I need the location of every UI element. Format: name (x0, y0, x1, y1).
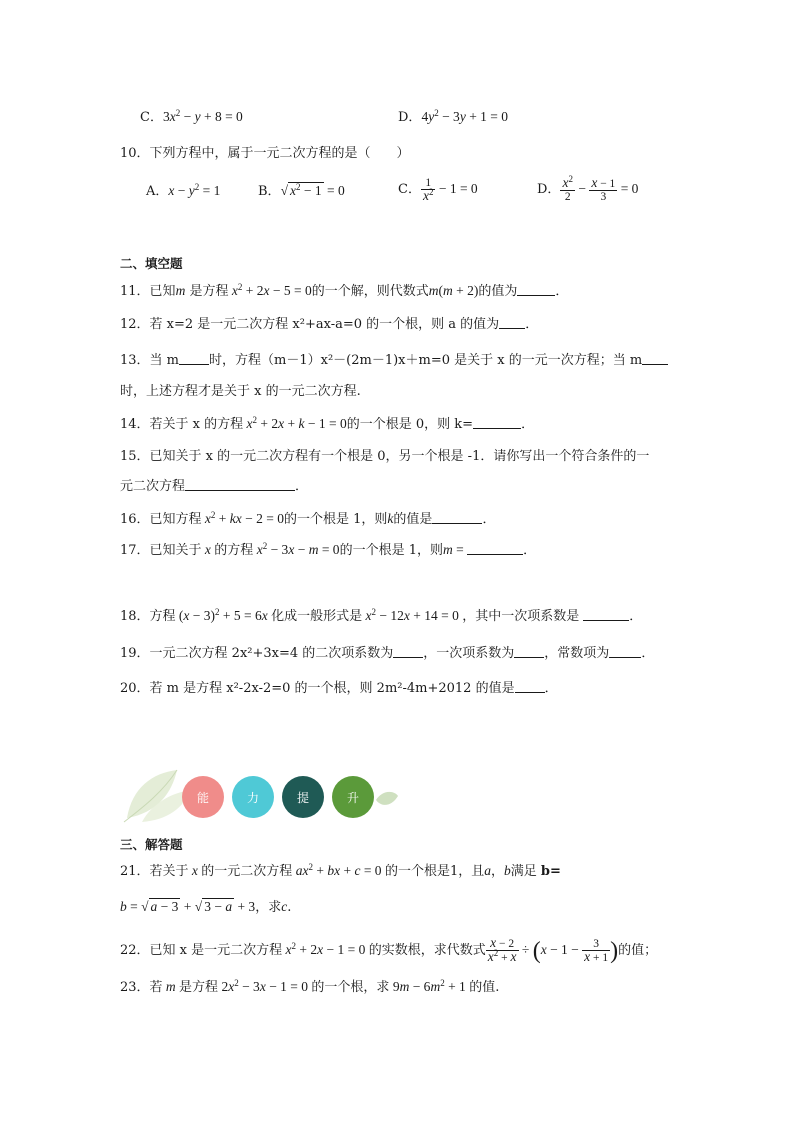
q10-c-label: C． (398, 182, 421, 197)
q22-fraction-2: $\frac{3}{x + 1}$ (584, 937, 609, 964)
q22: 22．已知 x 是一元二次方程 $x^2 + 2x - 1 = 0$ 的实数根，求代数式 $\frac{x - 2}{x^2 + x}$ ÷ (x − 1 − $\frac{3}{x + 1}$ )的值； (120, 935, 658, 964)
q10-b-equation: √ $x^2 - 1 = 0$ (280, 182, 345, 198)
banner-circle-3: 提 (282, 776, 324, 818)
q10-option-b (258, 182, 345, 201)
banner-circle-4: 升 (332, 776, 374, 818)
q9-d-label: D． (398, 110, 422, 125)
q10-option-a (146, 182, 220, 201)
q19-blank-3[interactable] (609, 645, 641, 658)
q21-line-2: b = √ a − 3 + √ 3 − a + 3，求c. (120, 899, 292, 915)
q23: 23．若 m 是方程 $2x^2 - 3x - 1 = 0$ 的一个根，求 $9m - 6m^2 + 1$ 的值. (120, 978, 500, 995)
banner-ability-improvement (122, 768, 402, 824)
q22-fraction-1: $\frac{x - 2}{x^2 + x}$ (487, 935, 517, 964)
q16: 16．已知方程 $x^2$ + kx − 2 = 0的一个根是 1，则k的值是 ． (120, 510, 496, 527)
q9-option-d (398, 108, 508, 127)
banner-circle-2: 力 (232, 776, 274, 818)
q17: 17．已知关于 x 的方程 $x^2 - 3x - m = 0$的一个根是 1，则m = ． (120, 541, 537, 558)
q10-d-fraction-1: $\frac{x^2}{2}$ (562, 173, 573, 203)
q9-option-c (140, 108, 243, 127)
q10-number: 10． (120, 146, 150, 161)
q13-line-1: 13．当 m 时，方程（m－1）x²－(2m－1)x＋m=0 是关于 x 的一元一次方程；当 m (120, 352, 668, 370)
section-2-title: 二、填空题 (120, 256, 183, 271)
q12-answer-blank[interactable] (499, 316, 525, 329)
q10-stem (120, 145, 410, 163)
q12: 12．若 x=2 是一元二次方程 x²+ax-a=0 的一个根，则 a 的值为 ． (120, 317, 539, 332)
q21-line-1: 21．若关于 x 的一元二次方程 $ax^2$ + bx + c = 0 的一个根是1，且a，b满足 b= (120, 862, 561, 879)
banner-circle-1: 能 (182, 776, 224, 818)
small-leaf-icon (374, 790, 400, 810)
q15-line-2: 元二次方程 ． (120, 479, 309, 494)
q20: 20．若 m 是方程 x²-2x-2=0 的一个根，则 2m²-4m+2012 的值是 ． (120, 681, 558, 696)
q10-text: 下列方程中，属于一元二次方程的是（ ） (149, 146, 410, 161)
section-3-title: 三、解答题 (120, 837, 183, 852)
q15-answer-blank[interactable] (185, 478, 295, 491)
q10-b-label: B． (258, 184, 281, 199)
q19-blank-1[interactable] (393, 645, 423, 658)
q16-answer-blank[interactable] (432, 511, 482, 524)
q15-line-1: 15．已知关于 x 的一元二次方程有一个根是 0，另一个根是 -1．请你写出一个符合条件的一 (120, 449, 650, 464)
q13-line-2: 时，上述方程才是关于 x 的一元二次方程. (120, 384, 361, 399)
q9-c-label: C． (140, 110, 163, 125)
q10-d-label: D． (537, 182, 561, 197)
q19-blank-2[interactable] (514, 645, 544, 658)
q9-d-equation: $4y^2 - 3y + 1 = 0$ (421, 108, 509, 124)
q14: 14．若关于 x 的方程 $x^2 + 2x + k - 1 = 0$的一个根是 0，则 k= ． (120, 415, 535, 432)
q10-a-equation: $x - y^2 = 1$ (168, 182, 221, 198)
q9-c-equation: $3x^2 - y + 8 = 0$ (162, 108, 243, 124)
q18-answer-blank[interactable] (583, 608, 629, 621)
q10-a-label: A． (146, 184, 169, 199)
q10-option-c: C． $\frac{1}{x^2}$ − 1 = 0 (398, 176, 478, 203)
q11: 11．已知m 是方程 $x^2 + 2x - 5 = 0$的一个解，则代数式m(m + 2)的值为 ． (120, 282, 569, 299)
q14-answer-blank[interactable] (473, 416, 521, 429)
q19: 19．一元二次方程 2x²+3x=4 的二次项系数为 ，一次项系数为 ，常数项为 ． (120, 646, 655, 661)
q10-d-fraction-2: $\frac{x - 1}{3}$ (591, 174, 616, 203)
q10-c-fraction: $\frac{1}{x^2}$ (422, 176, 434, 203)
q18: 18．方程 $(x - 3)^2 + 5 = 6x$ 化成一般形式是 $x^2 - 12x + 14 = 0$ ，其中一次项系数是 ． (120, 607, 643, 624)
q11-answer-blank[interactable] (517, 283, 555, 296)
q10-option-d: D． $\frac{x^2}{2}$ − $\frac{x - 1}{3}$ = 0 (537, 173, 639, 203)
q13-blank-2[interactable] (642, 352, 668, 365)
q13-blank-1[interactable] (179, 352, 209, 365)
q20-answer-blank[interactable] (515, 680, 545, 693)
q17-answer-blank[interactable] (467, 542, 523, 555)
